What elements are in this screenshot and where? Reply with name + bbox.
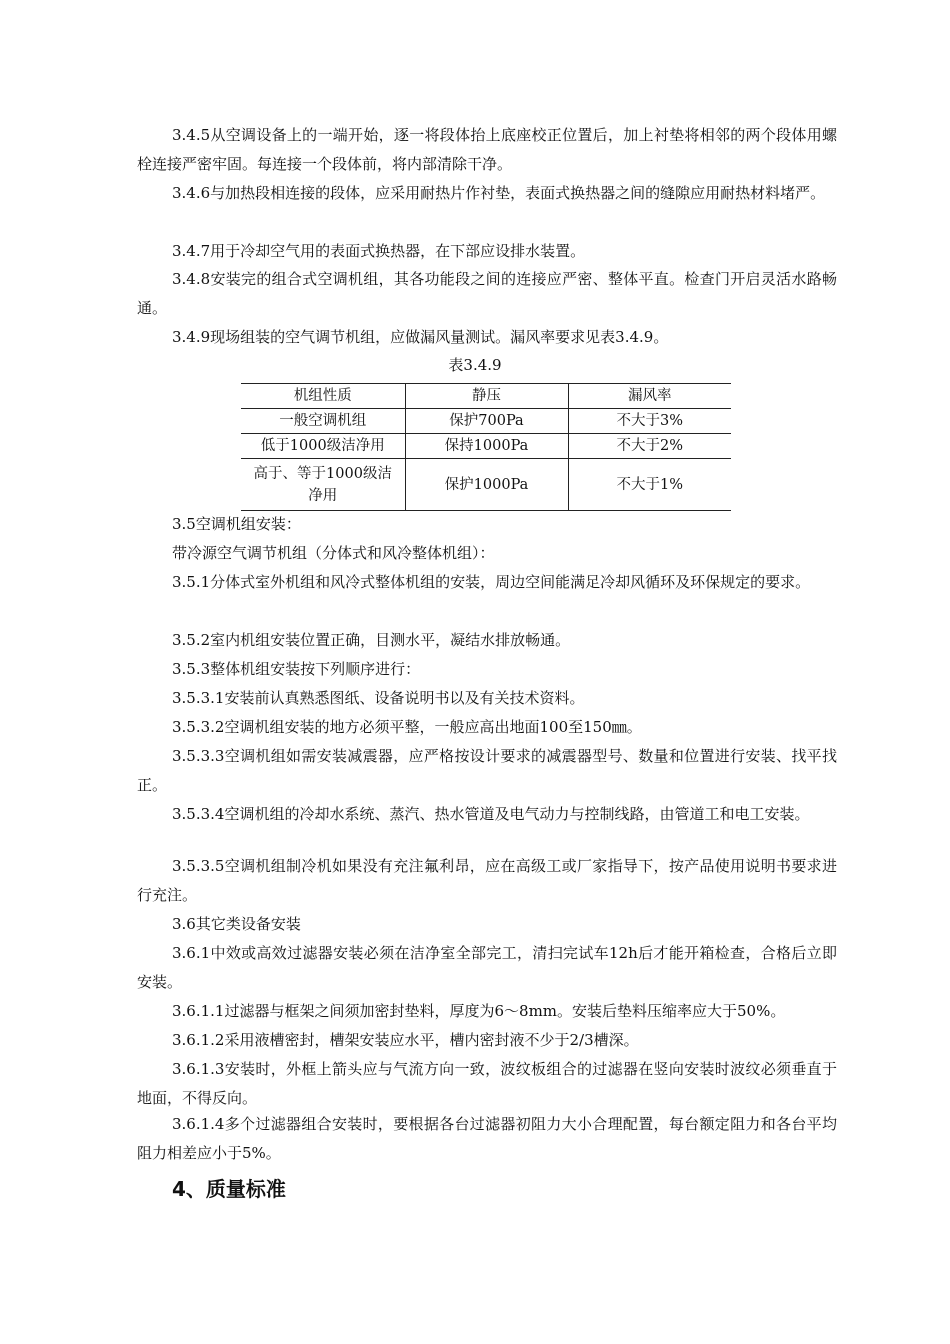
- air-leakage-table: [241, 383, 731, 511]
- paragraph-3-5-intro: 带冷源空气调节机组（分体式和风冷整体机组）：: [172, 544, 495, 562]
- paragraph-3-4-6: 3.4.6与加热段相连接的段体，应采用耐热片作衬垫，表面式换热器之间的缝隙应用耐热材料堵严。: [172, 184, 826, 202]
- table-caption: 表3.4.9: [448, 356, 502, 374]
- table-header-cell: 机组性质: [293, 388, 352, 404]
- table-cell: 不大于1%: [568, 459, 731, 511]
- paragraph-3-5-3-3: 3.5.3.3空调机组如需安装减震器，应严格按设计要求的减震器型号、数量和位置进行安装、找平找正。: [137, 747, 837, 794]
- paragraph-3-4-7: 3.4.7用于冷却空气用的表面式换热器，在下部应设排水装置。: [172, 242, 586, 260]
- paragraph-3-5-2: 3.5.2室内机组安装位置正确，目测水平，凝结水排放畅通。: [172, 631, 571, 649]
- table-header-row: [241, 384, 731, 409]
- paragraph-3-5-3-5: 3.5.3.5空调机组制冷机如果没有充注氟利昂，应在高级工或厂家指导下，按产品使用说明书要求进行充注。: [137, 857, 837, 904]
- paragraph-3-5-1: 3.5.1分体式室外机组和风冷式整体机组的安装，周边空间能满足冷却风循环及环保规定的要求。: [172, 573, 811, 591]
- table-cell: 不大于3%: [568, 409, 731, 434]
- table-cell: 保护700Pa: [405, 409, 568, 434]
- paragraph-3-5: 3.5空调机组安装：: [172, 515, 301, 533]
- paragraph-3-4-5: 3.4.5从空调设备上的一端开始，逐一将段体抬上底座校正位置后，加上衬垫将相邻的两个段体用螺栓连接严密牢固。每连接一个段体前，将内部清除干净。: [137, 126, 837, 173]
- table-row: [241, 409, 731, 434]
- paragraph-3-6: 3.6其它类设备安装: [172, 915, 301, 933]
- table-cell: 高于、等于1000级洁净用: [253, 465, 392, 504]
- table-row: [241, 434, 731, 459]
- table-header-cell: 静压: [405, 384, 568, 409]
- paragraph-3-6-1-4: 3.6.1.4多个过滤器组合安装时，要根据各台过滤器初阻力大小合理配置，每台额定阻力和各台平均阻力相差应小于5%。: [137, 1115, 837, 1162]
- table-cell: 低于1000级洁净用: [260, 438, 385, 454]
- table-header-cell: 漏风率: [568, 384, 731, 409]
- paragraph-3-6-1-3: 3.6.1.3安装时，外框上箭头应与气流方向一致，波纹板组合的过滤器在竖向安装时波纹必须垂直于地面，不得反向。: [137, 1060, 837, 1107]
- paragraph-3-5-3: 3.5.3整体机组安装按下列顺序进行：: [172, 660, 421, 678]
- table-cell: 一般空调机组: [279, 413, 367, 429]
- section-heading-quality-standard: 4、质量标准: [172, 1177, 286, 1201]
- paragraph-3-4-8: 3.4.8安装完的组合式空调机组，其各功能段之间的连接应严密、整体平直。检查门开启灵活水路畅通。: [137, 270, 837, 317]
- paragraph-3-4-9: 3.4.9现场组装的空气调节机组，应做漏风量测试。漏风率要求见表3.4.9。: [172, 328, 669, 346]
- table-cell: 保护1000Pa: [405, 459, 568, 511]
- paragraph-3-5-3-1: 3.5.3.1安装前认真熟悉图纸、设备说明书以及有关技术资料。: [172, 689, 585, 707]
- paragraph-3-5-3-4: 3.5.3.4空调机组的冷却水系统、蒸汽、热水管道及电气动力与控制线路，由管道工和电工安装。: [172, 805, 810, 823]
- table-cell: 不大于2%: [568, 434, 731, 459]
- table-row: [241, 459, 731, 511]
- paragraph-3-6-1-1: 3.6.1.1过滤器与框架之间须加密封垫料，厚度为6～8mm。安装后垫料压缩率应大于50%。: [172, 1002, 786, 1020]
- table-cell: 保持1000Pa: [405, 434, 568, 459]
- paragraph-3-6-1: 3.6.1中效或高效过滤器安装必须在洁净室全部完工，清扫完试车12h后才能开箱检查，合格后立即安装。: [137, 944, 837, 991]
- paragraph-3-6-1-2: 3.6.1.2采用液槽密封，槽架安装应水平，槽内密封液不少于2/3槽深。: [172, 1031, 639, 1049]
- paragraph-3-5-3-2: 3.5.3.2空调机组安装的地方必须平整，一般应高出地面100至150㎜。: [172, 718, 642, 736]
